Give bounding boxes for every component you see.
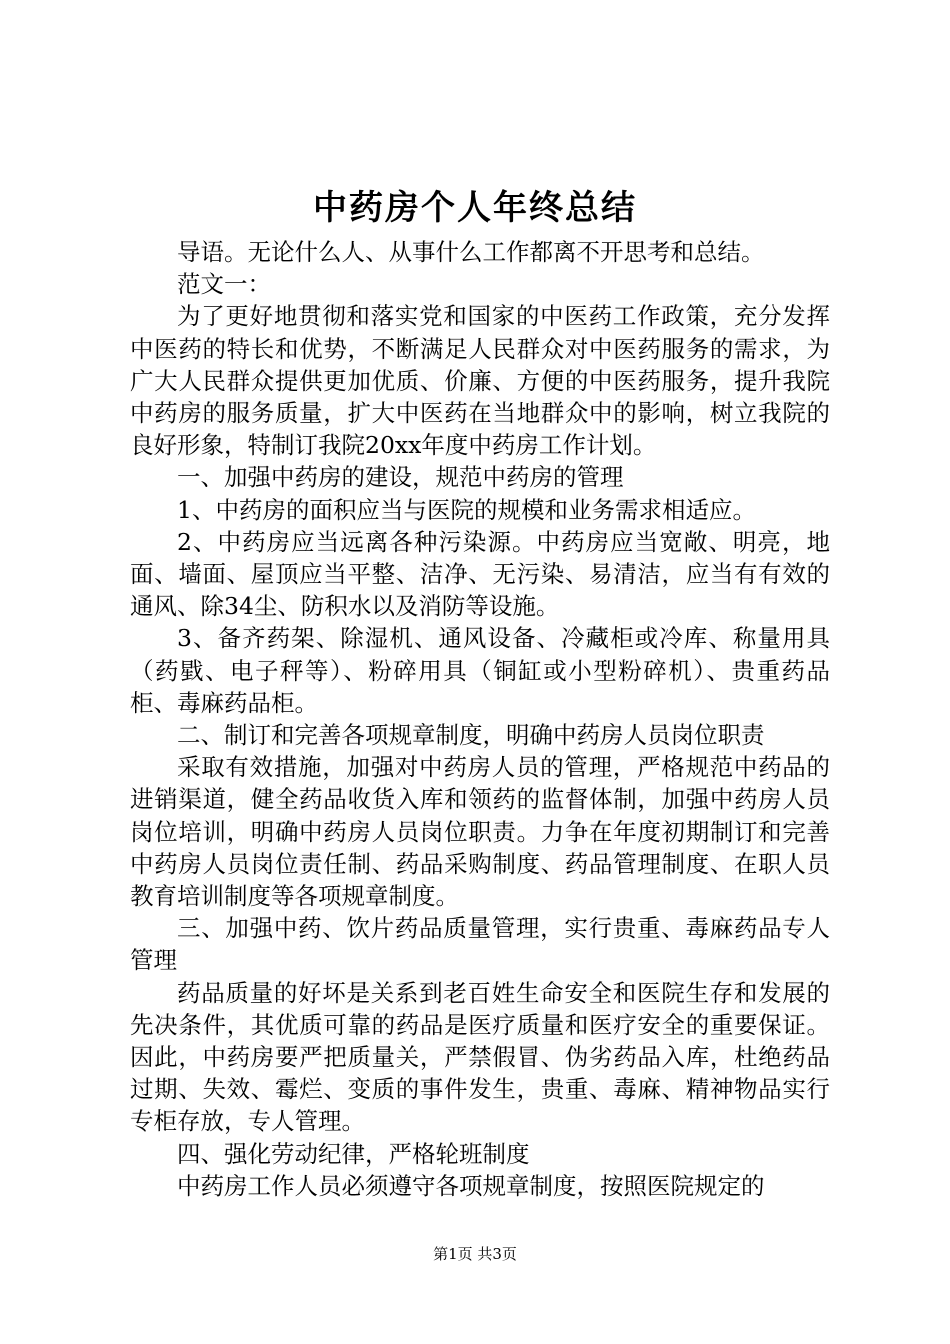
paragraph-sample-label: 范文一：	[177, 270, 271, 299]
paragraph-intro: 导语。无论什么人、从事什么工作都离不开思考和总结。	[177, 238, 765, 266]
page-number-footer: 第1页 共3页	[433, 1245, 517, 1263]
paragraph-item-1: 1、中药房的面积应当与医院的规模和业务需求相适应。	[177, 495, 756, 524]
paragraph-item-3: 3、备齐药架、除湿机、通风设备、冷藏柜或冷库、称量用具（药戥、电子秤等）、粉碎用具（铜缸或小型粉碎机）、贵重药品柜、毒麻药品柜。	[130, 624, 830, 717]
paragraph-section-4: 中药房工作人员必须遵守各项规章制度，按照医院规定的	[177, 1171, 765, 1200]
section-heading-1: 一、加强中药房的建设，规范中药房的管理	[177, 463, 624, 492]
section-heading-2: 二、制订和完善各项规章制度，明确中药房人员岗位职责	[177, 721, 765, 750]
paragraph-item-2: 2、中药房应当远离各种污染源。中药房应当宽敞、明亮，地面、墙面、屋顶应当平整、洁净、无污染、易清洁，应当有有效的通风、除34尘、防积水以及消防等设施。	[130, 527, 830, 621]
document-title: 中药房个人年终总结	[313, 188, 637, 228]
section-heading-4: 四、强化劳动纪律，严格轮班制度	[177, 1139, 530, 1168]
paragraph-section-2: 采取有效措施，加强对中药房人员的管理，严格规范中药品的进销渠道，健全药品收货入库和领药的监督体制，加强中药房人员岗位培训，明确中药房人员岗位职责。力争在年度初期制订和完善中药房人员岗位责任制、药品采购制度、药品管理制度、在职人员教育培训制度等各项规章制度。	[130, 753, 830, 911]
document-body	[130, 236, 830, 1202]
paragraph-section-3: 药品质量的好坏是关系到老百姓生命安全和医院生存和发展的先决条件，其优质可靠的药品是医疗质量和医疗安全的重要保证。因此，中药房要严把质量关，严禁假冒、伪劣药品入库，杜绝药品过期、失效、霉烂、变质的事件发生，贵重、毒麻、精神物品实行专柜存放，专人管理。	[130, 978, 830, 1136]
section-heading-3: 三、加强中药、饮片药品质量管理，实行贵重、毒麻药品专人管理	[130, 914, 830, 975]
paragraph-purpose: 为了更好地贯彻和落实党和国家的中医药工作政策，充分发挥中医药的特长和优势，不断满足人民群众对中医药服务的需求，为广大人民群众提供更加优质、价廉、方便的中医药服务，提升我院中药房的服务质量，扩大中医药在当地群众中的影响，树立我院的良好形象，特制订我院20xx年度中药房工作计划。	[130, 302, 830, 460]
